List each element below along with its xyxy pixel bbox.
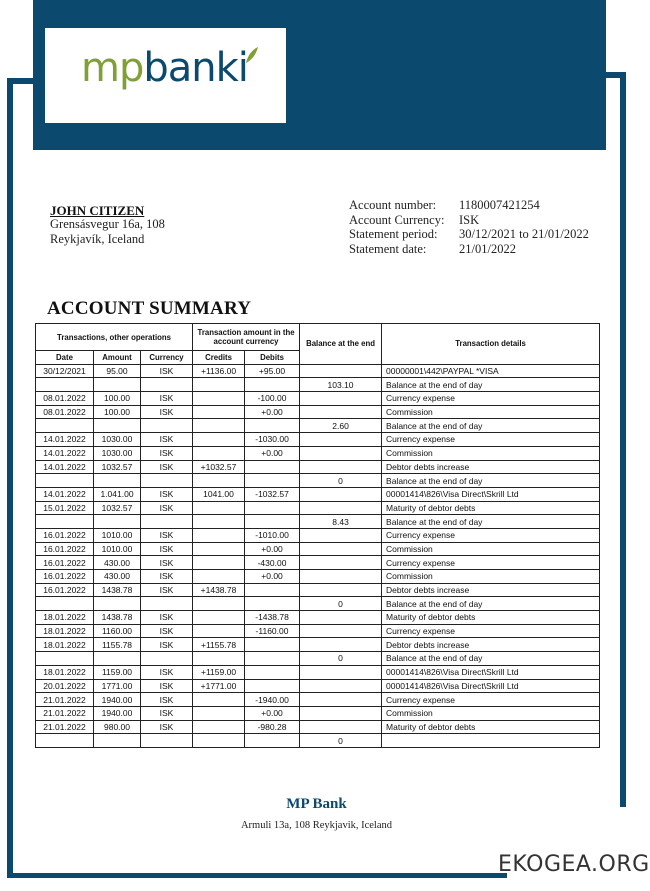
header-transactions-group: Transactions, other operations xyxy=(36,324,193,351)
cell-credit xyxy=(193,433,245,447)
cell-details: Currency expense xyxy=(382,433,600,447)
customer-address-line2: Reykjavík, Iceland xyxy=(50,232,145,246)
table-row xyxy=(36,624,600,638)
cell-details: Debtor debts increase xyxy=(382,460,600,474)
table-row xyxy=(36,474,600,488)
statement-period-label: Statement period: xyxy=(349,227,438,241)
header-date: Date xyxy=(36,351,94,365)
account-currency-label: Account Currency: xyxy=(349,212,445,227)
cell-amount: 1010.00 xyxy=(94,542,141,556)
cell-balance: 0 xyxy=(300,652,382,666)
cell-credit xyxy=(193,720,245,734)
table-row xyxy=(36,706,600,720)
cell-date: 21.01.2022 xyxy=(36,693,94,707)
cell-balance xyxy=(300,638,382,652)
account-number-label: Account number: xyxy=(349,198,437,212)
cell-balance: 103.10 xyxy=(300,378,382,392)
cell-date: 18.01.2022 xyxy=(36,638,94,652)
statement-date-label: Statement date: xyxy=(349,241,427,256)
transactions-table xyxy=(35,323,600,748)
cell-date xyxy=(36,652,94,666)
cell-amount: 1155.78 xyxy=(94,638,141,652)
transactions-body xyxy=(36,364,600,747)
statement-period-value: 30/12/2021 to 21/01/2022 xyxy=(459,227,589,241)
table-row xyxy=(36,515,600,529)
cell-details: Debtor debts increase xyxy=(382,583,600,597)
cell-amount xyxy=(94,597,141,611)
cell-currency: ISK xyxy=(141,364,193,378)
cell-debit: -1030.00 xyxy=(245,433,300,447)
cell-currency: ISK xyxy=(141,624,193,638)
cell-currency: ISK xyxy=(141,528,193,542)
cell-details: Commission xyxy=(382,446,600,460)
cell-credit xyxy=(193,474,245,488)
cell-balance xyxy=(300,392,382,406)
cell-balance xyxy=(300,405,382,419)
footer-address: Armuli 13a, 108 Reykjavik, Iceland xyxy=(240,820,393,831)
cell-currency xyxy=(141,419,193,433)
cell-amount: 95.00 xyxy=(94,364,141,378)
cell-details: Currency expense xyxy=(382,624,600,638)
cell-currency: ISK xyxy=(141,446,193,460)
account-number-value: 1180007421254 xyxy=(459,198,540,212)
cell-amount: 430.00 xyxy=(94,556,141,570)
cell-details xyxy=(382,734,600,748)
cell-credit xyxy=(193,652,245,666)
cell-amount: 1030.00 xyxy=(94,433,141,447)
cell-credit: +1155.78 xyxy=(193,638,245,652)
cell-credit xyxy=(193,419,245,433)
cell-details: Balance at the end of day xyxy=(382,597,600,611)
cell-details: 00001414\826\Visa Direct\Skrill Ltd xyxy=(382,487,600,501)
cell-debit: -980.28 xyxy=(245,720,300,734)
table-row xyxy=(36,693,600,707)
account-info xyxy=(349,198,589,256)
footer-bank-name: MP Bank xyxy=(286,796,347,812)
customer-address-line1: Grensásvegur 16a, 108 xyxy=(50,217,165,231)
cell-date xyxy=(36,597,94,611)
cell-balance xyxy=(300,487,382,501)
cell-credit xyxy=(193,597,245,611)
cell-currency: ISK xyxy=(141,611,193,625)
cell-debit: -1940.00 xyxy=(245,693,300,707)
cell-debit: -1438.78 xyxy=(245,611,300,625)
cell-date: 18.01.2022 xyxy=(36,624,94,638)
cell-debit: -1010.00 xyxy=(245,528,300,542)
cell-amount: 1032.57 xyxy=(94,460,141,474)
cell-currency xyxy=(141,474,193,488)
cell-details: Balance at the end of day xyxy=(382,652,600,666)
cell-currency: ISK xyxy=(141,720,193,734)
cell-amount: 1940.00 xyxy=(94,693,141,707)
cell-date: 16.01.2022 xyxy=(36,528,94,542)
header-credits: Credits xyxy=(193,351,245,365)
table-row xyxy=(36,433,600,447)
cell-debit xyxy=(245,679,300,693)
table-row xyxy=(36,364,600,378)
cell-amount xyxy=(94,419,141,433)
cell-details: Commission xyxy=(382,542,600,556)
table-row xyxy=(36,734,600,748)
cell-amount xyxy=(94,734,141,748)
cell-balance: 2.60 xyxy=(300,419,382,433)
cell-debit xyxy=(245,474,300,488)
cell-balance xyxy=(300,446,382,460)
cell-date: 14.01.2022 xyxy=(36,446,94,460)
cell-balance xyxy=(300,528,382,542)
cell-amount: 1438.78 xyxy=(94,583,141,597)
cell-credit xyxy=(193,446,245,460)
cell-debit: -100.00 xyxy=(245,392,300,406)
cell-currency: ISK xyxy=(141,392,193,406)
cell-details: Maturity of debtor debts xyxy=(382,611,600,625)
header-balance: Balance at the end xyxy=(300,324,382,365)
cell-balance xyxy=(300,665,382,679)
cell-balance xyxy=(300,583,382,597)
cell-debit xyxy=(245,378,300,392)
cell-balance xyxy=(300,706,382,720)
cell-currency xyxy=(141,734,193,748)
cell-details: 00000001\442\PAYPAL *VISA xyxy=(382,364,600,378)
frame-left xyxy=(7,78,13,878)
cell-currency xyxy=(141,378,193,392)
cell-balance: 8.43 xyxy=(300,515,382,529)
cell-balance xyxy=(300,570,382,584)
cell-details: Currency expense xyxy=(382,528,600,542)
cell-balance xyxy=(300,556,382,570)
cell-debit xyxy=(245,597,300,611)
cell-balance: 0 xyxy=(300,474,382,488)
frame-right xyxy=(620,72,626,807)
table-row xyxy=(36,652,600,666)
cell-currency: ISK xyxy=(141,433,193,447)
cell-date: 20.01.2022 xyxy=(36,679,94,693)
cell-details: Balance at the end of day xyxy=(382,515,600,529)
table-row xyxy=(36,392,600,406)
cell-details: Debtor debts increase xyxy=(382,638,600,652)
cell-amount: 100.00 xyxy=(94,405,141,419)
logo-bank: banki xyxy=(143,45,248,91)
cell-date: 15.01.2022 xyxy=(36,501,94,515)
cell-date: 30/12/2021 xyxy=(36,364,94,378)
table-row xyxy=(36,556,600,570)
bank-logo xyxy=(45,28,286,123)
cell-date: 14.01.2022 xyxy=(36,487,94,501)
cell-currency: ISK xyxy=(141,501,193,515)
account-summary-title: ACCOUNT SUMMARY xyxy=(47,298,252,319)
cell-currency: ISK xyxy=(141,487,193,501)
cell-currency: ISK xyxy=(141,679,193,693)
cell-credit xyxy=(193,515,245,529)
cell-credit: +1438.78 xyxy=(193,583,245,597)
cell-details: Currency expense xyxy=(382,556,600,570)
cell-credit xyxy=(193,378,245,392)
cell-amount: 1.041.00 xyxy=(94,487,141,501)
table-row xyxy=(36,720,600,734)
cell-date xyxy=(36,734,94,748)
cell-date: 08.01.2022 xyxy=(36,405,94,419)
cell-amount xyxy=(94,378,141,392)
cell-date: 18.01.2022 xyxy=(36,611,94,625)
table-row xyxy=(36,570,600,584)
cell-debit: -1160.00 xyxy=(245,624,300,638)
cell-details: Balance at the end of day xyxy=(382,474,600,488)
cell-amount: 1940.00 xyxy=(94,706,141,720)
cell-details: Commission xyxy=(382,570,600,584)
cell-currency xyxy=(141,515,193,529)
cell-amount xyxy=(94,474,141,488)
cell-credit xyxy=(193,611,245,625)
cell-date: 18.01.2022 xyxy=(36,665,94,679)
cell-debit xyxy=(245,515,300,529)
cell-debit: +0.00 xyxy=(245,405,300,419)
table-row xyxy=(36,665,600,679)
table-row xyxy=(36,638,600,652)
cell-date: 16.01.2022 xyxy=(36,570,94,584)
table-row xyxy=(36,460,600,474)
table-row xyxy=(36,679,600,693)
table-row xyxy=(36,611,600,625)
cell-debit: +0.00 xyxy=(245,570,300,584)
cell-balance xyxy=(300,433,382,447)
cell-currency: ISK xyxy=(141,706,193,720)
cell-balance xyxy=(300,679,382,693)
cell-credit xyxy=(193,405,245,419)
cell-date: 08.01.2022 xyxy=(36,392,94,406)
cell-date xyxy=(36,474,94,488)
cell-currency: ISK xyxy=(141,583,193,597)
frame-right-top xyxy=(602,72,626,78)
cell-amount: 1438.78 xyxy=(94,611,141,625)
cell-currency: ISK xyxy=(141,460,193,474)
cell-credit xyxy=(193,706,245,720)
header-details: Transaction details xyxy=(382,324,600,365)
cell-balance xyxy=(300,460,382,474)
table-row xyxy=(36,597,600,611)
cell-balance xyxy=(300,624,382,638)
cell-currency: ISK xyxy=(141,556,193,570)
cell-amount: 1771.00 xyxy=(94,679,141,693)
cell-details: 00001414\826\Visa Direct\Skrill Ltd xyxy=(382,665,600,679)
cell-credit: +1032.57 xyxy=(193,460,245,474)
cell-balance xyxy=(300,611,382,625)
logo-mp: mp xyxy=(81,45,144,91)
cell-currency: ISK xyxy=(141,570,193,584)
cell-currency: ISK xyxy=(141,542,193,556)
table-row xyxy=(36,419,600,433)
cell-credit xyxy=(193,570,245,584)
cell-credit xyxy=(193,693,245,707)
cell-debit xyxy=(245,501,300,515)
cell-amount: 1030.00 xyxy=(94,446,141,460)
cell-amount: 1032.57 xyxy=(94,501,141,515)
watermark: EKOGEA.ORG xyxy=(498,852,650,877)
table-row xyxy=(36,528,600,542)
cell-debit: +0.00 xyxy=(245,446,300,460)
header-amount-group: Transaction amount in the account currency xyxy=(193,324,300,351)
customer-name: JOHN CITIZEN xyxy=(50,203,145,218)
cell-currency: ISK xyxy=(141,693,193,707)
cell-amount: 1010.00 xyxy=(94,528,141,542)
table-row xyxy=(36,405,600,419)
cell-debit: +0.00 xyxy=(245,706,300,720)
cell-credit xyxy=(193,392,245,406)
cell-balance xyxy=(300,364,382,378)
cell-currency xyxy=(141,652,193,666)
cell-date: 16.01.2022 xyxy=(36,583,94,597)
cell-credit xyxy=(193,556,245,570)
cell-balance: 0 xyxy=(300,734,382,748)
cell-credit: 1041.00 xyxy=(193,487,245,501)
cell-debit xyxy=(245,419,300,433)
account-currency-value: ISK xyxy=(459,212,480,227)
leaf-icon xyxy=(245,46,259,64)
cell-date xyxy=(36,378,94,392)
cell-debit: -1032.57 xyxy=(245,487,300,501)
frame-left-top xyxy=(7,78,37,84)
cell-amount xyxy=(94,515,141,529)
cell-debit xyxy=(245,583,300,597)
cell-debit: +0.00 xyxy=(245,542,300,556)
statement-date-value: 21/01/2022 xyxy=(459,241,516,256)
cell-credit xyxy=(193,528,245,542)
cell-balance xyxy=(300,693,382,707)
cell-currency: ISK xyxy=(141,638,193,652)
cell-details: Balance at the end of day xyxy=(382,419,600,433)
cell-credit xyxy=(193,501,245,515)
table-row xyxy=(36,378,600,392)
cell-balance xyxy=(300,501,382,515)
cell-date: 21.01.2022 xyxy=(36,706,94,720)
cell-date: 16.01.2022 xyxy=(36,556,94,570)
cell-date: 16.01.2022 xyxy=(36,542,94,556)
cell-details: Commission xyxy=(382,706,600,720)
cell-details: Maturity of debtor debts xyxy=(382,501,600,515)
customer-address xyxy=(50,217,165,247)
cell-debit: +95.00 xyxy=(245,364,300,378)
cell-debit: -430.00 xyxy=(245,556,300,570)
cell-balance xyxy=(300,542,382,556)
header-debits: Debits xyxy=(245,351,300,365)
cell-amount: 980.00 xyxy=(94,720,141,734)
cell-amount: 430.00 xyxy=(94,570,141,584)
cell-currency: ISK xyxy=(141,665,193,679)
cell-date xyxy=(36,419,94,433)
cell-debit xyxy=(245,652,300,666)
cell-debit xyxy=(245,734,300,748)
cell-credit xyxy=(193,624,245,638)
table-row xyxy=(36,487,600,501)
cell-balance xyxy=(300,720,382,734)
cell-amount: 100.00 xyxy=(94,392,141,406)
table-row xyxy=(36,446,600,460)
cell-details: Currency expense xyxy=(382,392,600,406)
cell-details: Maturity of debtor debts xyxy=(382,720,600,734)
header-currency: Currency xyxy=(141,351,193,365)
cell-details: Commission xyxy=(382,405,600,419)
cell-date xyxy=(36,515,94,529)
cell-debit xyxy=(245,460,300,474)
cell-details: Currency expense xyxy=(382,693,600,707)
table-row xyxy=(36,583,600,597)
cell-credit xyxy=(193,734,245,748)
cell-debit xyxy=(245,665,300,679)
cell-date: 21.01.2022 xyxy=(36,720,94,734)
cell-credit: +1136.00 xyxy=(193,364,245,378)
cell-debit xyxy=(245,638,300,652)
cell-details: 00001414\826\Visa Direct\Skrill Ltd xyxy=(382,679,600,693)
header-amount: Amount xyxy=(94,351,141,365)
cell-date: 14.01.2022 xyxy=(36,460,94,474)
cell-amount: 1160.00 xyxy=(94,624,141,638)
cell-date: 14.01.2022 xyxy=(36,433,94,447)
table-row xyxy=(36,501,600,515)
cell-details: Balance at the end of day xyxy=(382,378,600,392)
cell-credit: +1771.00 xyxy=(193,679,245,693)
table-row xyxy=(36,542,600,556)
cell-amount xyxy=(94,652,141,666)
cell-amount: 1159.00 xyxy=(94,665,141,679)
cell-currency: ISK xyxy=(141,405,193,419)
cell-credit xyxy=(193,542,245,556)
cell-balance: 0 xyxy=(300,597,382,611)
cell-credit: +1159.00 xyxy=(193,665,245,679)
frame-bottom xyxy=(7,873,507,878)
cell-currency xyxy=(141,597,193,611)
